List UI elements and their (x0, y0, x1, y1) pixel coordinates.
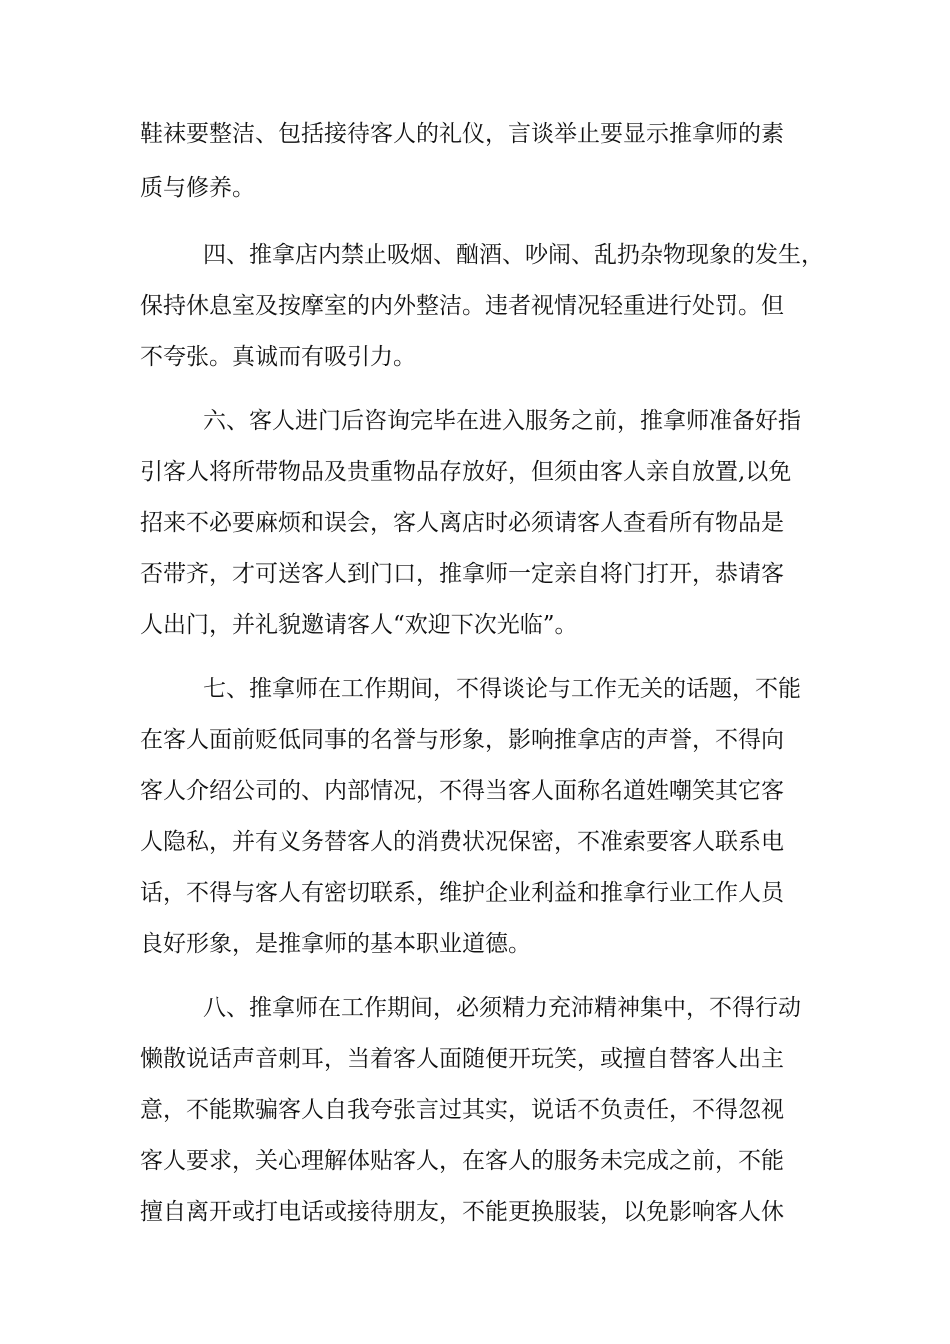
text-line: 招来不必要麻烦和误会，客人离店时必须请客人查看所有物品是 (140, 510, 784, 536)
paragraph-four-start: 四、推拿店内禁止吸烟、酗酒、吵闹、乱扔杂物现象的发生， (203, 242, 824, 268)
text-line: 懒散说话声音刺耳，当着客人面随便开玩笑，或擅自替客人出主 (140, 1046, 784, 1072)
text-line: 客人介绍公司的、内部情况，不得当客人面称名道姓嘲笑其它客 (140, 778, 784, 804)
text-line: 否带齐，才可送客人到门口，推拿师一定亲自将门打开，恭请客 (140, 561, 784, 587)
text-line: 质与修养。 (140, 175, 255, 201)
text-line: 人出门，并礼貌邀请客人“欢迎下次光临”。 (140, 612, 578, 638)
text-line: 保持休息室及按摩室的内外整洁。违者视情况轻重进行处罚。但 (140, 293, 784, 319)
text-line: 在客人面前贬低同事的名誉与形象，影响推拿店的声誉，不得向 (140, 727, 784, 753)
text-line: 鞋袜要整洁、包括接待客人的礼仪，言谈举止要显示推拿师的素 (140, 121, 784, 147)
text-line: 客人要求，关心理解体贴客人，在客人的服务未完成之前，不能 (140, 1148, 784, 1174)
text-line: 擅自离开或打电话或接待朋友，不能更换服装，以免影响客人休 (140, 1199, 784, 1225)
text-line: 良好形象，是推拿师的基本职业道德。 (140, 931, 531, 957)
text-line: 不夸张。真诚而有吸引力。 (140, 344, 416, 370)
paragraph-seven-start: 七、推拿师在工作期间，不得谈论与工作无关的话题，不能 (203, 676, 801, 702)
text-line: 人隐私，并有义务替客人的消费状况保密，不准索要客人联系电 (140, 829, 784, 855)
paragraph-six-start: 六、客人进门后咨询完毕在进入服务之前，推拿师准备好指 (203, 408, 801, 434)
paragraph-eight-start: 八、推拿师在工作期间，必须精力充沛精神集中，不得行动 (203, 995, 801, 1021)
text-line: 话，不得与客人有密切联系，维护企业利益和推拿行业工作人员 (140, 880, 784, 906)
text-line: 意，不能欺骗客人自我夸张言过其实，说话不负责任，不得忽视 (140, 1097, 784, 1123)
text-line: 引客人将所带物品及贵重物品存放好，但须由客人亲自放置,以免 (140, 459, 792, 485)
